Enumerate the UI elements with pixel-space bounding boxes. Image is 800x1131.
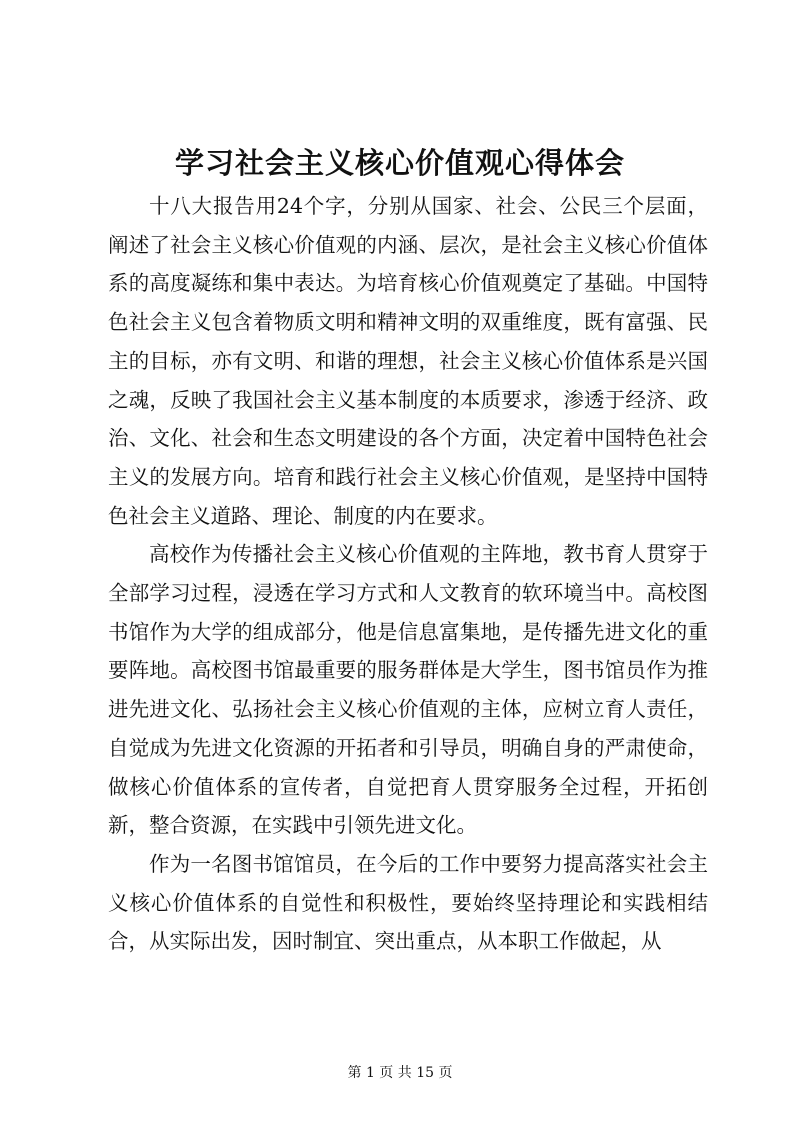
paragraph-2: 高校作为传播社会主义核心价值观的主阵地，教书育人贯穿于全部学习过程，浸透在学习方式和人文教育的软环境当中。高校图书馆作为大学的组成部分，他是信息富集地，是传播先进文化的重要阵地。高校图书馆最重要的服务群体是大学生，图书馆员作为推进先进文化、弘扬社会主义核心价值观的主体，应树立育人责任，自觉成为先进文化资源的开拓者和引导员，明确自身的严肃使命，做核心价值体系的宣传者，自觉把育人贯穿服务全过程，开拓创新，整合资源，在实践中引领先进文化。 [108,542,708,838]
page-number: 第 1 页 共 15 页 [347,1065,453,1081]
document-body [108,187,708,961]
paragraph-1: 十八大报告用24个字，分别从国家、社会、公民三个层面，阐述了社会主义核心价值观的内涵、层次，是社会主义核心价值体系的高度凝练和集中表达。为培育核心价值观奠定了基础。中国特色社会主义包含着物质文明和精神文明的双重维度，既有富强、民主的目标，亦有文明、和谐的理想，社会主义核心价值体系是兴国之魂，反映了我国社会主义基本制度的本质要求，渗透于经济、政治、文化、社会和生态文明建设的各个方面，决定着中国特色社会主义的发展方向。培育和践行社会主义核心价值观，是坚持中国特色社会主义道路、理论、制度的内在要求。 [108,194,708,528]
page-title: 学习社会主义核心价值观心得体会 [174,146,625,180]
paragraph-3: 作为一名图书馆馆员，在今后的工作中要努力提高落实社会主义核心价值体系的自觉性和积极性，要始终坚持理论和实践相结合，从实际出发，因时制宜、突出重点，从本职工作做起，从 [108,851,708,954]
